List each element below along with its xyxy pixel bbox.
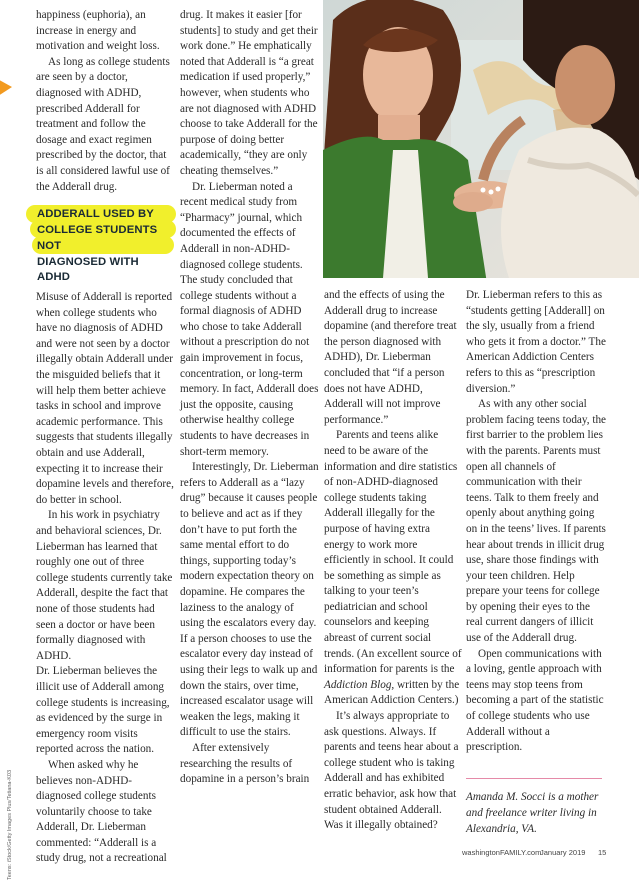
section-heading bbox=[36, 207, 174, 286]
heading-line-1: ADDERALL USED BY bbox=[37, 208, 154, 221]
paragraph: In his work in psychiatry and behavioral sciences, Dr. Lieberman has learned that roughly one out of three college students currently take Adderall, despite the fact that none of those students had seen a doctor or have been formally diagnosed with ADHD. bbox=[36, 509, 173, 662]
paragraph: drug. It makes it easier [for students] to study and get their work done.” He emphatically noted that Adderall is “a great medication if used properly,” however, when students who are not diagnosed with ADHD choose to take Adderall for the purpose of doing better academically, “they are only cheating themselves.” bbox=[180, 9, 318, 177]
paragraph: Dr. Lieberman refers to this as “students getting [Adderall] on the sly, usually from a friend who gets it from a doctor.” The American Addiction Centers refers to this as “prescription diversion.” bbox=[466, 289, 606, 395]
paragraph: After extensively researching the results of dopamine in a person’s brain bbox=[180, 741, 310, 786]
author-bio: Amanda M. Socci is a mother and freelance writer living in Alexandria, VA. bbox=[466, 791, 599, 835]
decorative-orange-shape bbox=[0, 72, 14, 102]
article-column-2 bbox=[180, 8, 320, 788]
paragraph: and the effects of using the Adderall drug to increase dopamine (and therefore treat the person diagnosed with ADHD), Dr. Lieberman concluded that “if a person does not have ADHD, Adderall will not improve performance.” bbox=[324, 289, 457, 426]
article-column-3 bbox=[324, 288, 462, 834]
paragraph-part: Parents and teens alike need to be aware of the information and dire statistics of non-ADHD-diagnosed college students taking Adderall illegally for the purpose of having extra energy to work more efficiently in school. It could be something as simple as talking to your teen’s pediatrician and school counselors and keeping abreast of current social trends. (An excellent source of information for parents is the bbox=[324, 429, 462, 676]
addiction-blog-title: Addiction Blog, bbox=[324, 678, 395, 691]
page-number: 15 bbox=[598, 848, 607, 857]
paragraph: As with any other social problem facing teens today, the first barrier to the problem lies with the parents. Parents must open all channels of communication with their teens. Talk to them freely and openly about anything going on in the teens’ lives. If parents hear about trends in illicit drug use, share those findings with your teen children. Help prepare your teens for college by opening their eyes to the real current dangers of illicit use of the Adderall drug. bbox=[466, 398, 607, 645]
bio-divider bbox=[466, 778, 602, 779]
paragraph: When asked why he believes non-ADHD-diagnosed college students voluntarily choose to take Adderall, Dr. Lieberman commented: “Adderall is a study drug, not a recreational bbox=[36, 758, 167, 865]
paragraph: Dr. Lieberman noted a recent medical study from “Pharmacy” journal, which documented the effects of Adderall in non-ADHD-diagnosed college students. The study concluded that college students without a formal diagnosis of ADHD who chose to take Adderall without a prescription do not gain improvement in focus, concentration, or long-term memory. In fact, Adderall does just the opposite, causing otherwise healthy college students to have decreases in short-term memory. bbox=[180, 180, 319, 458]
paragraph: As long as college students are seen by a doctor, diagnosed with ADHD, prescribed Adderall for treatment and follow the dosage and exact regimen prescribed by the doctor, that is all considered lawful use of the Adderall drug. bbox=[36, 55, 170, 193]
article-column-1 bbox=[36, 8, 174, 867]
heading-line-3: DIAGNOSED WITH ADHD bbox=[37, 255, 139, 284]
photo-credit bbox=[7, 700, 19, 880]
footer-date: January 2019 bbox=[540, 848, 586, 857]
paragraph: Open communications with a loving, gentle approach with teens may stop teens from becoming a part of the statistic of college students who use Adderall without a prescription. bbox=[466, 647, 604, 754]
photo-credit-text: Teens: iStock/Getty Images Plus/Tetiana-K03 bbox=[7, 769, 13, 880]
paragraph: Interestingly, Dr. Lieberman refers to Adderall as a “lazy drug” because it causes people to believe and act as if they don’t have to put forth the same mental effort to do things, supporting today’s modern expectation theory on dopamine. He compares the laziness to the analogy of using the escalators every day. If a person chooses to use the escalator every day instead of using their legs to walk up and down the stairs, over time, increased escalator usage will weaken the legs, making it difficult to use the stairs. bbox=[180, 461, 319, 739]
article-column-4 bbox=[466, 288, 608, 756]
paragraph: Misuse of Adderall is reported when college students who have no diagnosis of ADHD and were not seen by a doctor illegally obtain Adderall under the misguided beliefs that it will help them better achieve tasks in school and improve academic performance. This suggests that students illegally obtain and use Adderall, expecting it to increase their dopamine levels and therefore, do better in school. bbox=[36, 291, 174, 506]
paragraph-part: written by the American Addiction Centers.) bbox=[324, 678, 460, 707]
paragraph bbox=[324, 428, 462, 709]
paragraph: happiness (euphoria), an increase in energy and motivation and weight loss. bbox=[36, 9, 160, 53]
paragraph: Dr. Lieberman believes the illicit use of Adderall among college students is increasing, as evidenced by the surge in emergency room visits reported across the nation. bbox=[36, 665, 170, 756]
paragraph: It’s always appropriate to ask questions. Always. If parents and teens hear about a college student who is taking Adderall and has exhibited erratic behavior, ask how that student obtained Adderall. Was it illegally obtained? bbox=[324, 710, 459, 832]
heading-line-2: COLLEGE STUDENTS NOT bbox=[37, 223, 158, 252]
footer-website: washingtonFAMILY.com bbox=[462, 848, 542, 857]
photo-two-teens-with-pills bbox=[323, 0, 639, 278]
